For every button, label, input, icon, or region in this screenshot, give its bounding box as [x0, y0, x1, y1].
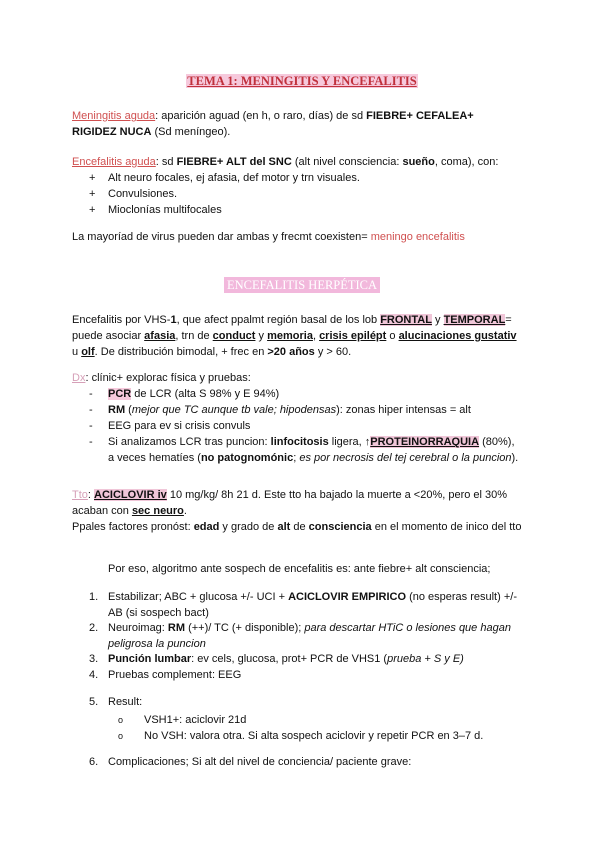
meningitis-term: Meningitis aguda [72, 110, 156, 122]
meningitis-paragraph: Meningitis aguda: aparición aguad (en h, o raro, días) de sd FIEBRE+ CEFALEA+ RIGIDEZ NUCA (Sd meníngeo). [72, 110, 474, 138]
tto-paragraph: Tto: ACICLOVIR iv 10 mg/kg/ 8h 21 d. Este tto ha bajado la muerte a <20%, pero el 30% acaban con sec neuro. Ppales factores pronóst: edad y grado de alt de consciencia en el momento de inico del tto [72, 489, 522, 533]
herpetica-paragraph: Encefalitis por VHS-1, que afect ppalmt región basal de los lob FRONTAL y TEMPORAL= puede asociar afasia, trn de conduct y memoria, crisis epilépt o alucinaciones gustativ u olf. De distribución bimodal, + frec en >20 años y > 60. [72, 314, 517, 358]
dx-paragraph: Dx: clínic+ explorac física y pruebas: [72, 372, 251, 384]
encefalitis-paragraph: Encefalitis aguda: sd FIEBRE+ ALT del SNC (alt nivel consciencia: sueño, coma), con: [72, 156, 499, 168]
section-title: ENCEFALITIS HERPÉTICA [72, 278, 532, 293]
encefalitis-term: Encefalitis aguda [72, 156, 156, 168]
algoritmo-paragraph: Por eso, algoritmo ante sospech de encefalitis es: ante fiebre+ alt consciencia; [108, 563, 491, 575]
page-title: TEMA 1: MENINGITIS Y ENCEFALITIS [187, 74, 417, 88]
mayoria-paragraph: La mayoríad de virus pueden dar ambas y frecmt coexisten= meningo encefalitis [72, 231, 465, 243]
